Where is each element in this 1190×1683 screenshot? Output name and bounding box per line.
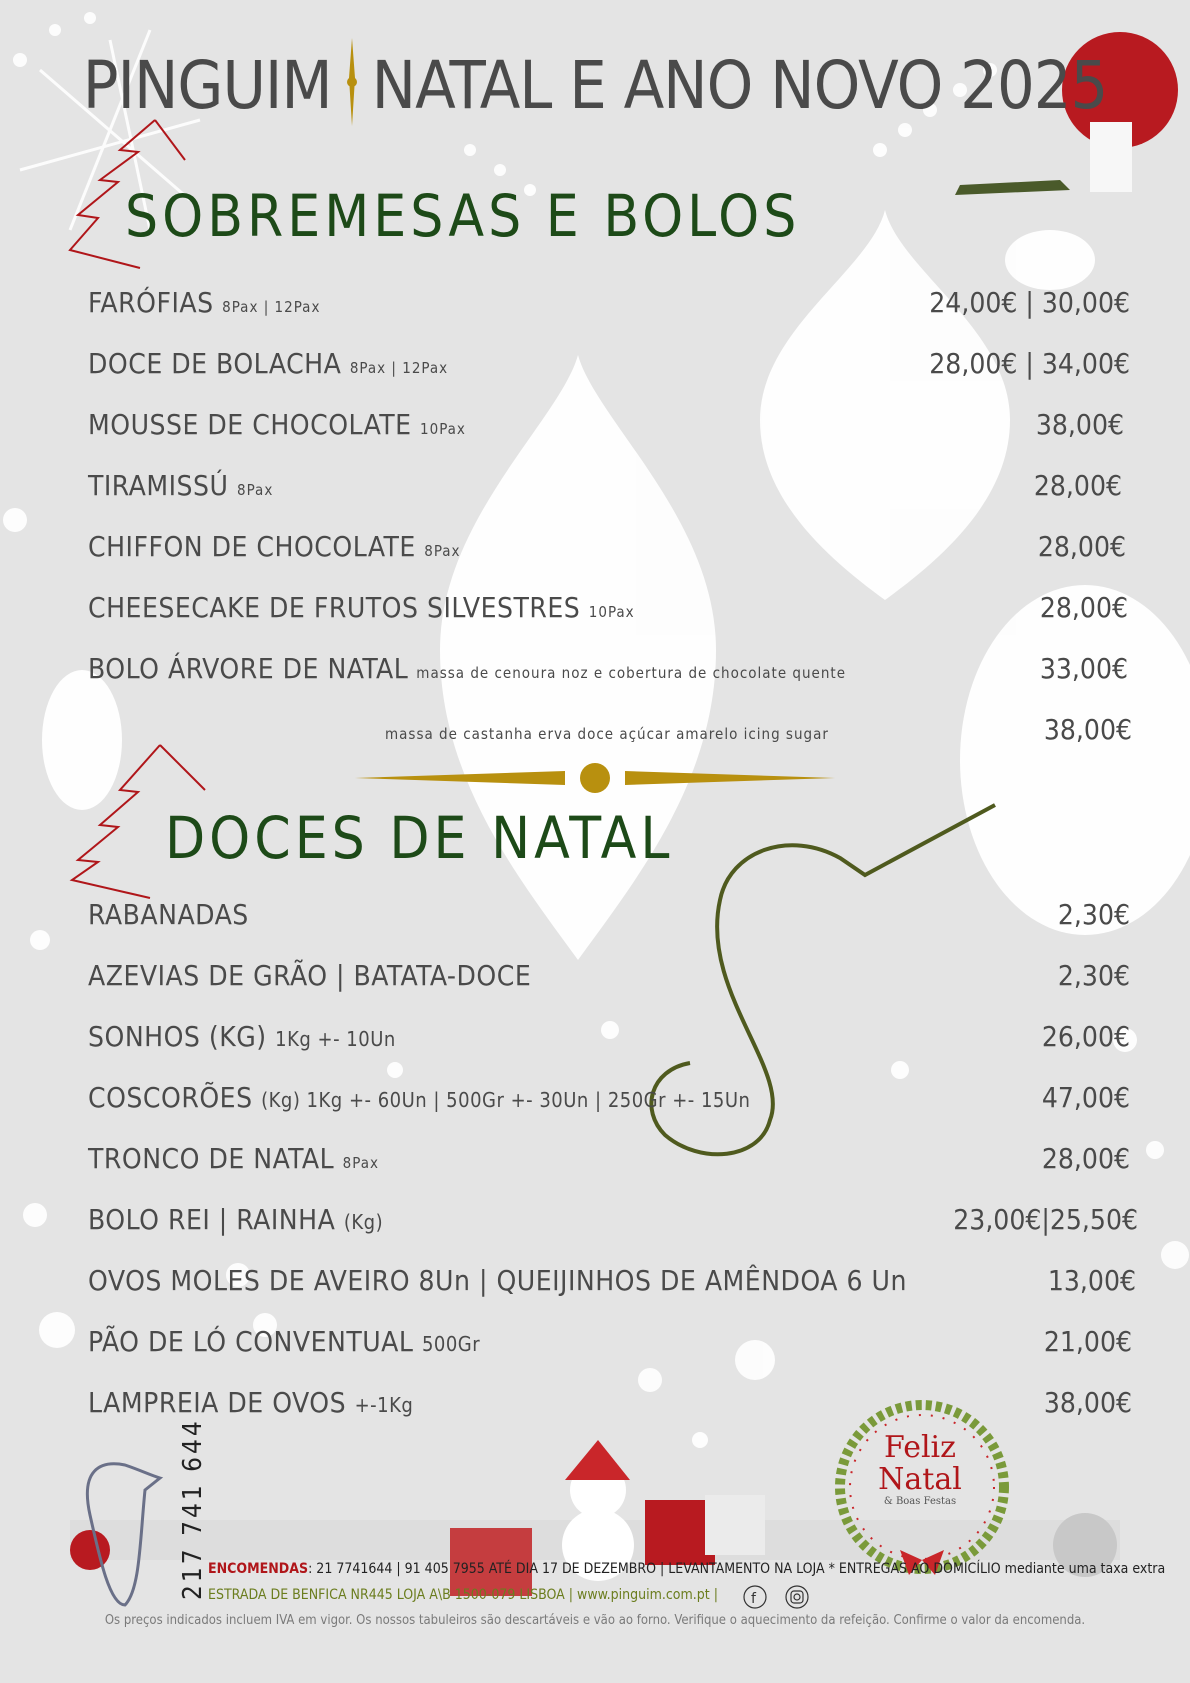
menu-row: [88, 652, 1128, 692]
item-detail: massa de castanha erva doce açúcar amarelo icing sugar: [385, 725, 829, 743]
item-name: CHEESECAKE DE FRUTOS SILVESTRES 10Pax: [88, 591, 635, 624]
menu-row: [88, 469, 1128, 509]
item-detail: 8Pax | 12Pax: [222, 298, 321, 316]
section-title-doces: DOCES DE NATAL: [165, 804, 674, 872]
item-name: COSCORÕES (Kg) 1Kg +- 60Un | 500Gr +- 30Un | 250Gr +- 15Un: [88, 1081, 751, 1114]
menu-row: [88, 959, 1128, 999]
item-detail: (Kg) 1Kg +- 60Un | 500Gr +- 30Un | 250Gr +- 15Un: [261, 1088, 751, 1112]
item-price: 21,00€: [1043, 1325, 1132, 1358]
menu-row: [88, 408, 1128, 448]
item-name: AZEVIAS DE GRÃO | BATATA-DOCE: [88, 959, 532, 992]
menu-row: [88, 1020, 1128, 1060]
item-name: MOUSSE DE CHOCOLATE 10Pax: [88, 408, 466, 441]
item-detail: 1Kg +- 10Un: [275, 1027, 396, 1051]
item-name: SONHOS (KG) 1Kg +- 10Un: [88, 1020, 396, 1053]
item-name: PÃO DE LÓ CONVENTUAL 500Gr: [88, 1325, 481, 1358]
menu-row: [88, 347, 1128, 387]
wreath-line-3: & Boas Festas: [883, 1496, 957, 1507]
menu-row: [88, 1386, 1132, 1426]
item-price: 2,30€: [1057, 898, 1130, 931]
menu-row: [88, 286, 1128, 326]
item-name: RABANADAS: [88, 898, 249, 931]
brand-name: PINGUIM: [82, 47, 332, 124]
item-price: 33,00€: [1039, 652, 1128, 685]
section-title-sobremesas: SOBREMESAS E BOLOS: [125, 182, 801, 250]
item-name: FARÓFIAS 8Pax | 12Pax: [88, 286, 321, 319]
item-name: DOCE DE BOLACHA 8Pax | 12Pax: [88, 347, 449, 380]
item-price: 47,00€: [1041, 1081, 1130, 1114]
svg-text:f: f: [751, 1591, 756, 1607]
item-detail: +-1Kg: [354, 1393, 414, 1417]
item-detail: (Kg): [343, 1210, 384, 1234]
item-detail: 8Pax: [342, 1154, 379, 1172]
item-price: 28,00€: [1037, 530, 1126, 563]
item-detail: massa de cenoura noz e cobertura de chocolate quente: [416, 664, 847, 682]
item-price: 23,00€|25,50€: [953, 1203, 1138, 1236]
menu-row: [88, 1264, 1136, 1304]
item-detail: 8Pax: [424, 542, 461, 560]
orders-text: : 21 7741644 | 91 405 7955 ATÉ DIA 17 DE DEZEMBRO | LEVANTAMENTO NA LOJA * ENTREGAS AO DOMICÍLIO mediante uma taxa extra: [308, 1561, 1166, 1577]
menu-row: [88, 591, 1128, 631]
item-detail: 10Pax: [420, 420, 466, 438]
item-name: TIRAMISSÚ 8Pax: [88, 469, 274, 502]
item-name: BOLO REI | RAINHA (Kg): [88, 1203, 384, 1236]
item-detail: 8Pax | 12Pax: [349, 359, 449, 377]
page-title: [0, 38, 1190, 126]
item-price: 28,00€: [1039, 591, 1128, 624]
wreath-line-2: Natal: [878, 1462, 962, 1497]
item-price: 13,00€: [1047, 1264, 1136, 1297]
item-name: TRONCO DE NATAL 8Pax: [88, 1142, 379, 1175]
vertical-phone-number: 217 741 644: [178, 1418, 208, 1600]
item-price: 2,30€: [1057, 959, 1130, 992]
item-price: 38,00€: [1035, 408, 1124, 441]
menu-row: [88, 1325, 1132, 1365]
orders-label: ENCOMENDAS: [208, 1561, 309, 1577]
feliz-natal-wreath: [860, 1432, 980, 1507]
item-name: BOLO ÁRVORE DE NATAL massa de cenoura noz e cobertura de chocolate quente: [88, 652, 847, 685]
disclaimer: Os preços indicados incluem IVA em vigor. Os nossos tabuleiros são descartáveis e vão ao forno. Verifique o aquecimento da refeição. Confirme o valor da encomenda.: [104, 1613, 1086, 1628]
title-text: NATAL E ANO NOVO 2025: [371, 47, 1108, 124]
item-name: OVOS MOLES DE AVEIRO 8Un | QUEIJINHOS DE AMÊNDOA 6 Un: [88, 1264, 907, 1297]
item-price: 28,00€: [1033, 469, 1122, 502]
item-price: 28,00€ | 34,00€: [929, 347, 1130, 380]
item-price: 38,00€: [1043, 1386, 1132, 1419]
menu-row: [88, 1081, 1128, 1121]
item-detail: 8Pax: [237, 481, 274, 499]
item-detail: 10Pax: [588, 603, 635, 621]
item-price: 28,00€: [1041, 1142, 1130, 1175]
item-detail: 500Gr: [421, 1332, 481, 1356]
item-price: 24,00€ | 30,00€: [929, 286, 1130, 319]
menu-row: [88, 713, 1132, 753]
menu-row: [88, 1142, 1128, 1182]
menu-row: [88, 898, 1128, 938]
title-divider-icon: [346, 38, 358, 126]
item-name: LAMPREIA DE OVOS +-1Kg: [88, 1386, 414, 1419]
item-price: 38,00€: [1043, 713, 1132, 746]
item-name: CHIFFON DE CHOCOLATE 8Pax: [88, 530, 461, 563]
menu-row: [88, 530, 1128, 570]
item-price: 26,00€: [1041, 1020, 1130, 1053]
item-name: [385, 713, 829, 746]
menu-row: [88, 1203, 1138, 1243]
address-line[interactable]: ESTRADA DE BENFICA NR445 LOJA A\B 1500-079 LISBOA | www.pinguim.com.pt |: [208, 1587, 718, 1603]
wreath-line-1: Feliz: [884, 1430, 956, 1465]
orders-line: [208, 1561, 1165, 1577]
